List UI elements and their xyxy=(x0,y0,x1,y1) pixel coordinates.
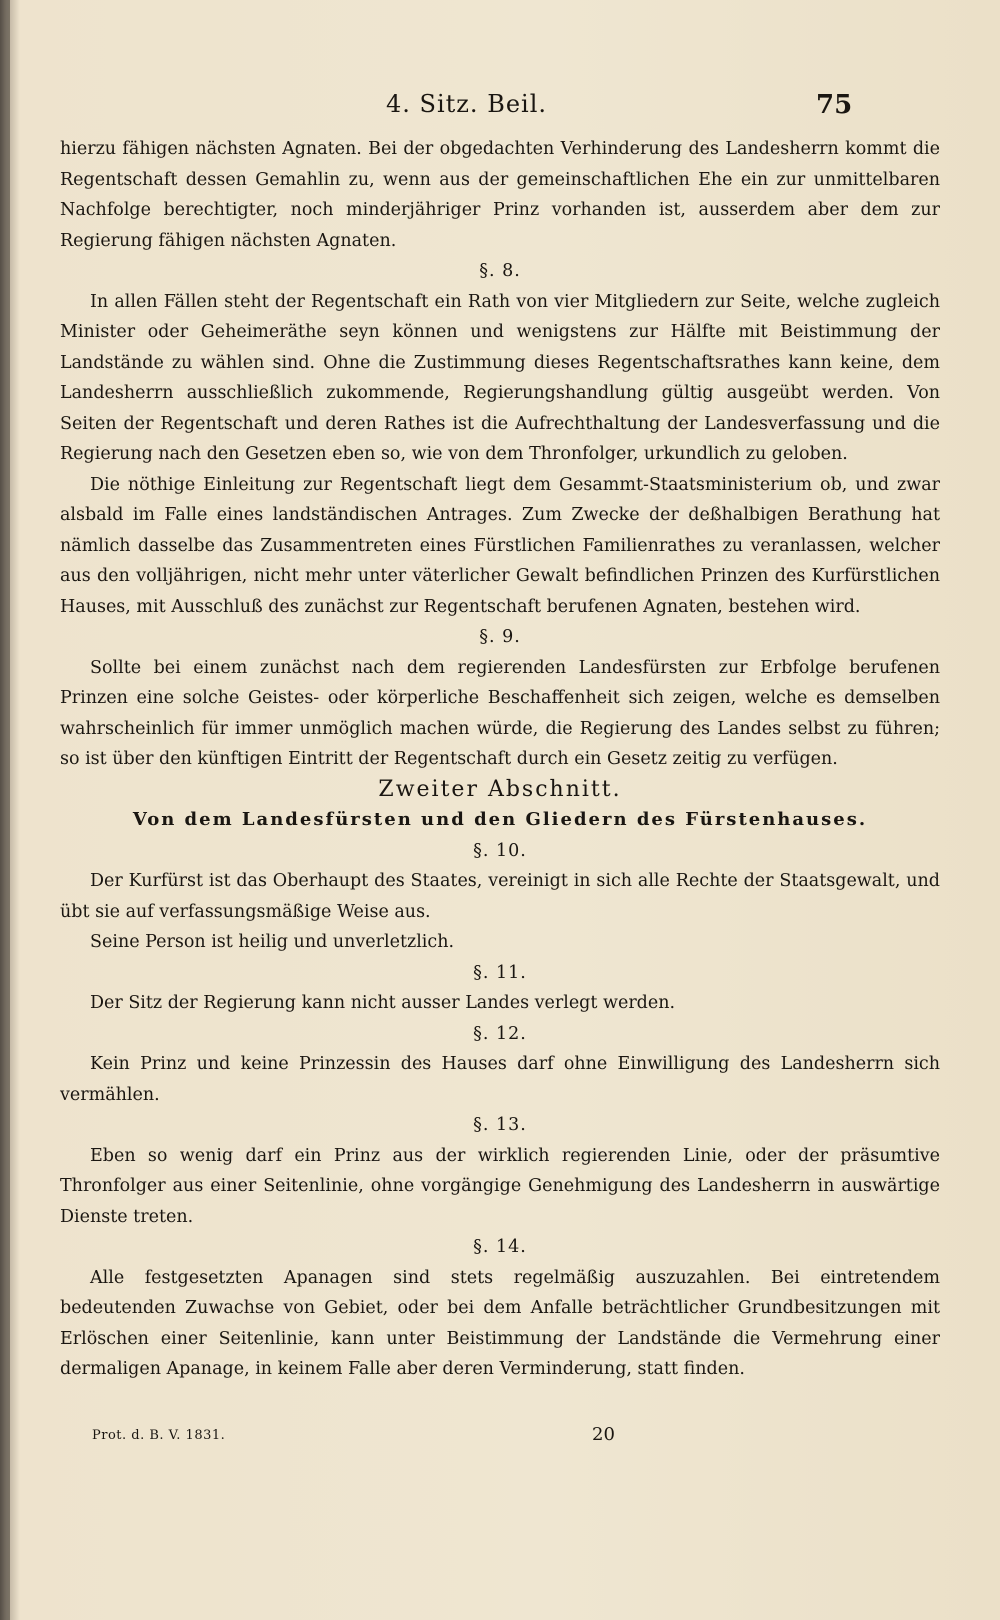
paragraph: Der Sitz der Regierung kann nicht ausser Landes verlegt werden. xyxy=(90,993,676,1013)
section-heading: §. 14. xyxy=(473,1237,527,1257)
sheet-number: 20 xyxy=(592,1424,615,1445)
section-heading: §. 13. xyxy=(473,1115,527,1135)
paragraph: Sollte bei einem zunächst nach dem regierenden Landesfürsten zur Erbfolge berufenen Prinzen eine solche Geistes- oder körperliche Beschaffenheit sich zeigen, welche es demselben wahrscheinlich für immer unmöglich machen würde, die Regierung des Landes selbst zu führen; so ist über den künftigen Eintritt der Regentschaft durch ein Gesetz zeitig zu verfügen. xyxy=(60,657,940,769)
paragraph: Alle festgesetzten Apanagen sind stets regelmäßig auszuzahlen. Bei eintretendem bedeutenden Zuwachse von Gebiet, oder bei dem Anfalle beträchtlicher Grundbesitzungen mit Erlöschen einer Seitenlinie, kann unter Beistimmung der Landstände die Vermehrung einer dermaligen Apanage, in keinem Falle aber deren Verminderung, statt finden. xyxy=(60,1267,940,1379)
page-number: 75 xyxy=(816,90,853,120)
section-heading: §. 11. xyxy=(473,962,527,983)
chapter-subtitle: Von dem Landesfürsten und den Gliedern des Fürstenhauses. xyxy=(132,809,868,830)
book-spine-shadow xyxy=(0,0,10,1620)
running-head: 4. Sitz. Beil. xyxy=(386,90,548,118)
paragraph: In allen Fällen steht der Regentschaft ein Rath von vier Mitgliedern zur Seite, welche zugleich Minister oder Geheimeräthe seyn können und wenigstens zur Hälfte mit Beistimmung der Landstände zu wählen sind. Ohne die Zustimmung dieses Regentschaftsrathes kann keine, dem Landesherrn ausschließlich zukommende, Regierungshandlung gültig ausgeübt werden. Von Seiten der Regentschaft und deren Rathes ist die Aufrechthaltung der Landesverfassung und die Regierung nach den Gesetzen eben so, wie von dem Thronfolger, urkundlich zu geloben. xyxy=(60,291,940,464)
chapter-title: Zweiter Abschnitt. xyxy=(378,776,622,802)
paragraph: Der Kurfürst ist das Oberhaupt des Staates, vereinigt in sich alle Rechte der Staatsgewalt, und übt sie auf verfassungsmäßige Weise aus. xyxy=(60,871,940,922)
section-heading: §. 9. xyxy=(479,627,521,647)
section-heading: §. 10. xyxy=(473,840,527,861)
page-header xyxy=(0,90,1000,130)
paragraph: Kein Prinz und keine Prinzessin des Hauses darf ohne Einwilligung des Landesherrn sich vermählen. xyxy=(60,1054,940,1105)
body-text xyxy=(60,134,940,1385)
paragraph: hierzu fähigen nächsten Agnaten. Bei der obgedachten Verhinderung des Landesherrn kommt die Regentschaft dessen Gemahlin zu, wenn aus der gemeinschaftlichen Ehe ein zur unmittelbaren Nachfolge berechtigter, noch minderjähriger Prinz vorhanden ist, ausserdem aber dem zur Regierung fähigen nächsten Agnaten. xyxy=(60,139,940,251)
section-heading: §. 8. xyxy=(479,261,521,281)
paragraph: Eben so wenig darf ein Prinz aus der wirklich regierenden Linie, oder der präsumtive Thronfolger aus einer Seitenlinie, ohne vorgängige Genehmigung des Landesherrn in auswärtige Dienste treten. xyxy=(60,1145,940,1227)
paragraph: Seine Person ist heilig und unverletzlich. xyxy=(90,932,455,952)
paragraph: Die nöthige Einleitung zur Regentschaft liegt dem Gesammt-Staatsministerium ob, und zwar alsbald im Falle eines landständischen Antrages. Zum Zwecke der deßhalbigen Berathung hat nämlich dasselbe das Zusammentreten eines Fürstlichen Familienrathes zu veranlassen, welcher aus den volljährigen, nicht mehr unter väterlicher Gewalt befindlichen Prinzen des Kurfürstlichen Hauses, mit Ausschluß des zunächst zur Regentschaft berufenen Agnaten, bestehen wird. xyxy=(60,474,940,617)
section-heading: §. 12. xyxy=(473,1023,527,1044)
page-footer xyxy=(92,1424,912,1454)
printer-signature: Prot. d. B. V. 1831. xyxy=(92,1428,226,1443)
